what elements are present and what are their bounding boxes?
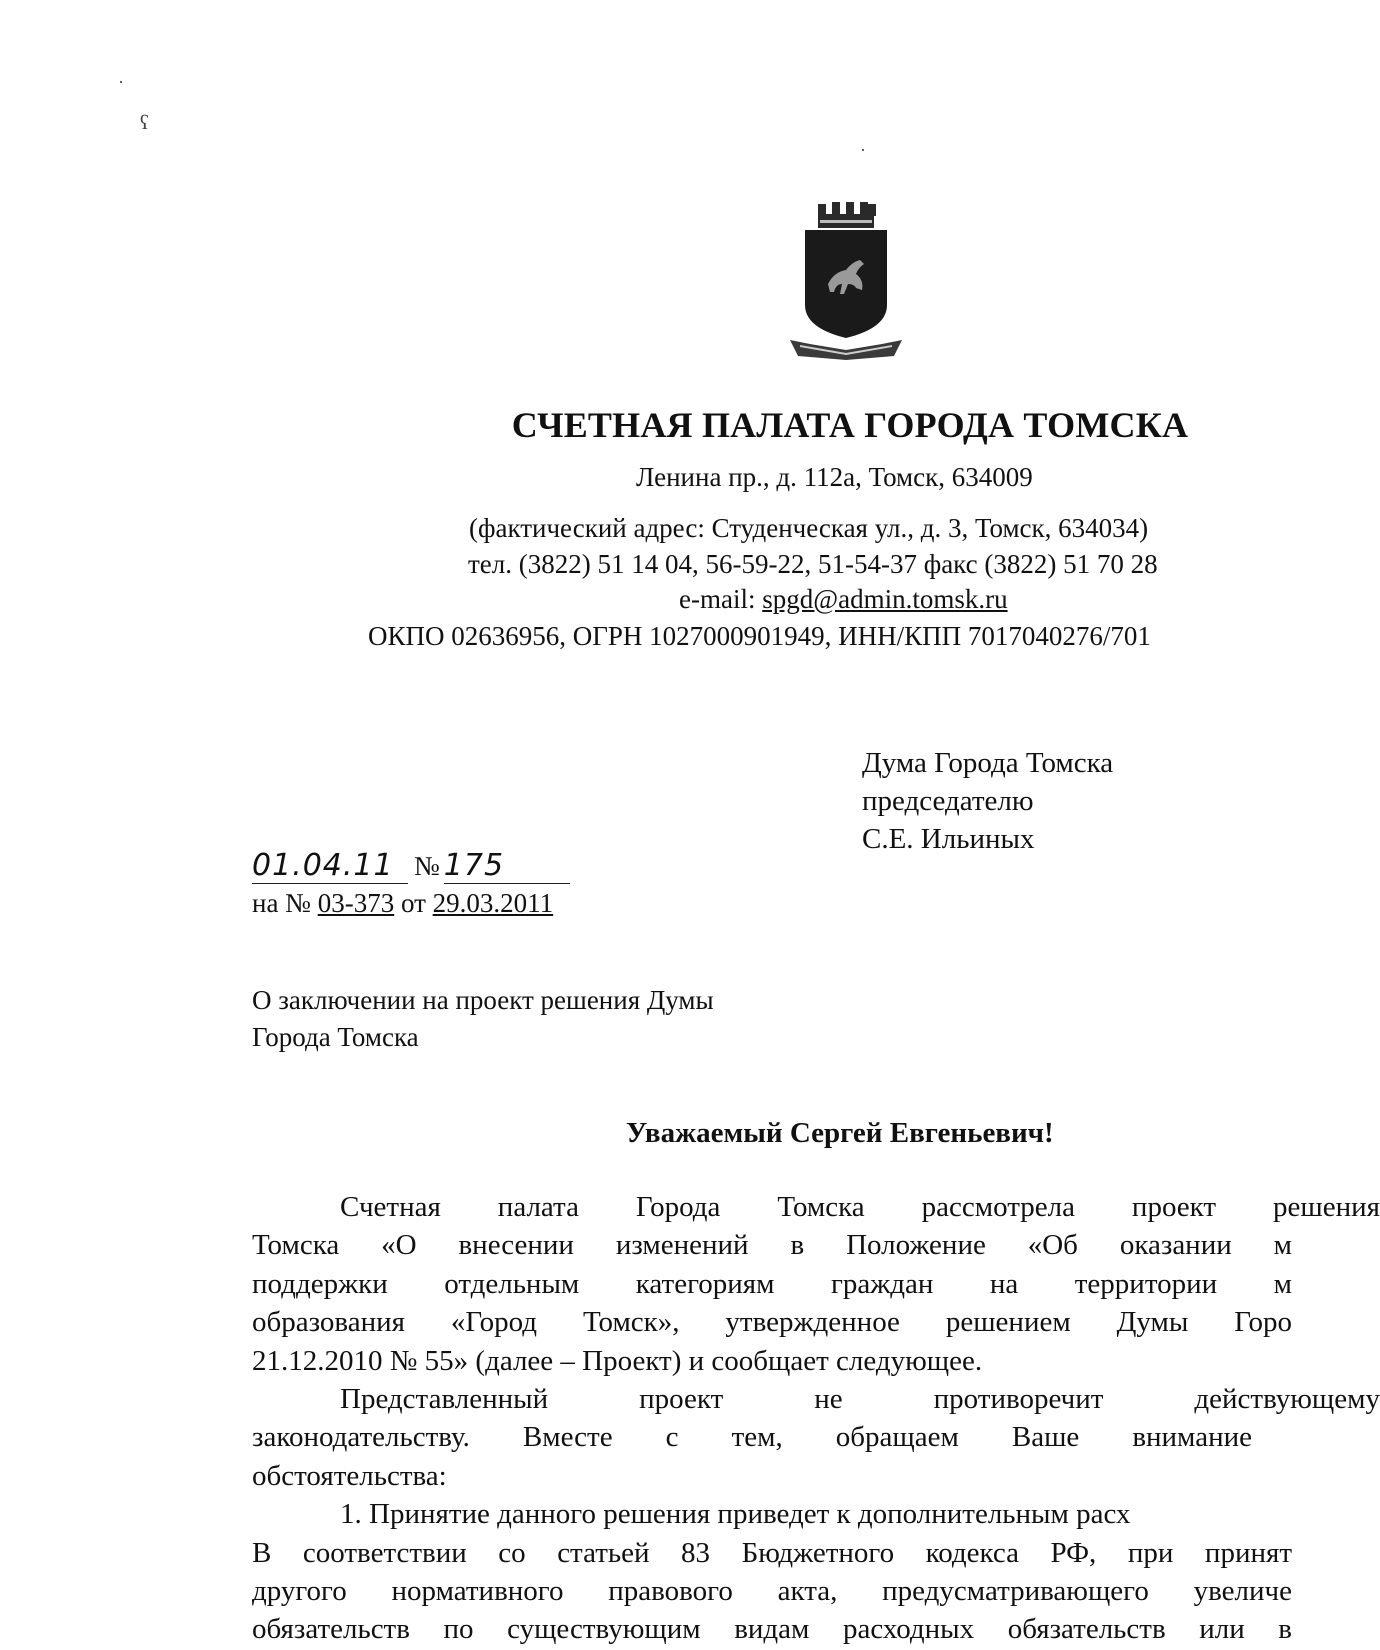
recipient-title: председателю	[862, 785, 1034, 817]
scan-speck: ·	[860, 140, 866, 160]
recipient-block	[862, 744, 1113, 858]
email-link[interactable]: spgd@admin.tomsk.ru	[762, 584, 1008, 614]
subject-line: О заключении на проект решения Думы	[252, 985, 714, 1015]
subject-block	[252, 982, 714, 1056]
body-line: обязательств по существующим видам расходных обязательств или в	[252, 1613, 1292, 1646]
phone-fax: тел. (3822) 51 14 04, 56-59-22, 51-54-37 факс (3822) 51 70 28	[468, 549, 1158, 579]
email-line	[679, 584, 1008, 615]
body-line: 1. Принятие данного решения приведет к дополнительным расх	[340, 1498, 1131, 1531]
body-line: образования «Город Томск», утвержденное решением Думы Горо	[252, 1306, 1292, 1339]
number-sign: №	[414, 851, 440, 881]
email-label: e-mail:	[679, 584, 763, 614]
organization-name: СЧЕТНАЯ ПАЛАТА ГОРОДА ТОМСКА	[511, 405, 1189, 445]
scan-speck: ·	[118, 72, 124, 92]
body-line: В соответствии со статьей 83 Бюджетного кодекса РФ, при принят	[252, 1536, 1292, 1569]
body-line: Томска «О внесении изменений в Положение «Об оказании м	[252, 1229, 1292, 1262]
actual-address: (фактический адрес: Студенческая ул., д. 3, Томск, 634034)	[469, 513, 1149, 543]
recipient-name: С.Е. Ильиных	[862, 823, 1035, 855]
reference-line	[252, 888, 553, 919]
reference-number: 03-373	[317, 888, 395, 918]
reference-prefix: на №	[252, 888, 318, 918]
body-line: Счетная палата Города Томска рассмотрела проект решения	[340, 1191, 1380, 1223]
subject-line: Города Томска	[252, 1022, 419, 1052]
recipient-org: Дума Города Томска	[862, 747, 1114, 779]
body-line: законодательству. Вместе с тем, обращаем Ваше внимание	[252, 1421, 1252, 1454]
greeting: Уважаемый Сергей Евгеньевич!	[626, 1117, 1054, 1149]
reference-mid: от	[394, 888, 433, 918]
outgoing-number-line	[252, 848, 570, 884]
scan-speck: ʕ	[140, 112, 149, 134]
body-line: обстоятельства:	[252, 1459, 447, 1492]
body-line: поддержки отдельным категориям граждан на территории м	[252, 1267, 1292, 1300]
outgoing-number: 175	[444, 848, 570, 884]
outgoing-date: 01.04.11	[252, 848, 408, 884]
ribbon-icon	[790, 340, 902, 360]
body-line: Представленный проект не противоречит действующему	[340, 1382, 1380, 1415]
legal-address: Ленина пр., д. 112а, Томск, 634009	[636, 462, 1033, 492]
body-line: другого нормативного правового акта, предусматривающего увеличе	[252, 1574, 1292, 1607]
registration-ids: ОКПО 02636956, ОГРН 1027000901949, ИНН/КПП 7017040276/701	[368, 621, 1151, 651]
crown-icon	[818, 202, 876, 228]
body-line: 21.12.2010 № 55» (далее – Проект) и сообщает следующее.	[252, 1344, 983, 1377]
coat-of-arms-icon	[790, 200, 930, 375]
reference-date: 29.03.2011	[432, 888, 554, 918]
letter-body	[252, 1188, 1380, 1649]
